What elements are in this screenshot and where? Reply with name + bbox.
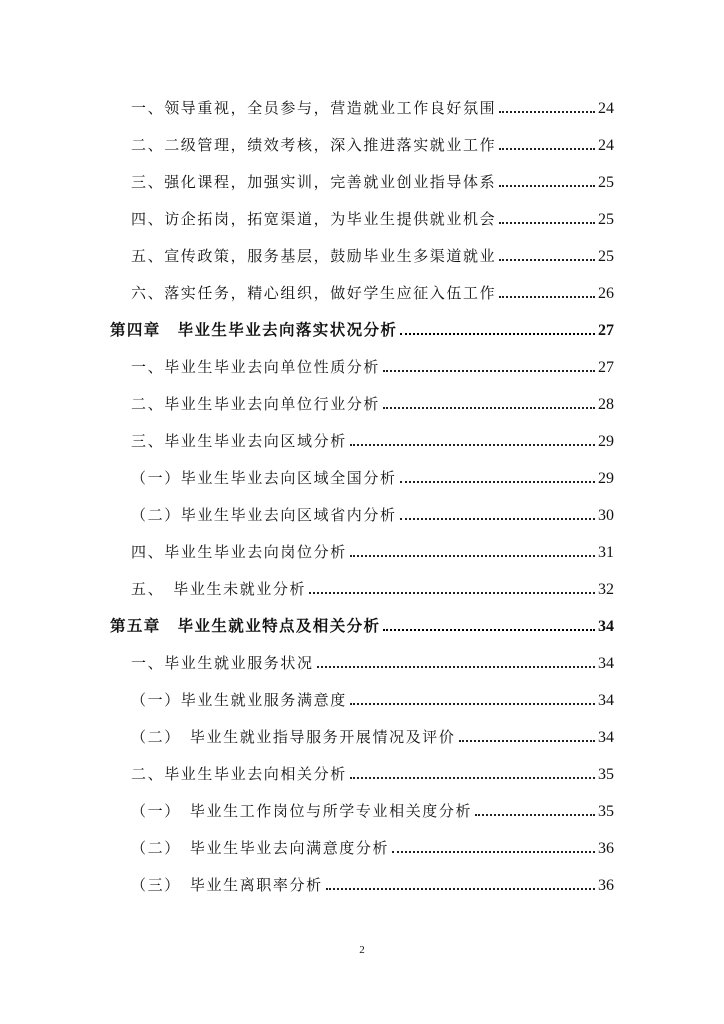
dot-leader [309, 592, 595, 594]
dot-leader [383, 370, 595, 372]
toc-chapter-title: 第五章 毕业生就业特点及相关分析 [110, 616, 381, 635]
toc-entry-title: 二、二级管理，绩效考核，深入推进落实就业工作 [131, 136, 497, 154]
toc-entry[interactable] [131, 717, 614, 747]
toc-entry[interactable] [131, 569, 614, 599]
dot-leader [400, 481, 595, 483]
toc-entry-title: （三） 毕业生离职率分析 [131, 876, 323, 894]
dot-leader [499, 185, 595, 187]
dot-leader [499, 259, 595, 261]
toc-entry-page: 28 [598, 396, 614, 413]
toc-entry[interactable] [131, 754, 614, 784]
dot-leader [383, 407, 595, 409]
toc-entry-title: 五、宣传政策，服务基层，鼓励毕业生多渠道就业 [131, 247, 497, 265]
toc-entry-title: 一、领导重视，全员参与，营造就业工作良好氛围 [131, 99, 497, 117]
dot-leader [499, 148, 595, 150]
toc-entry-page: 36 [598, 877, 614, 894]
dot-leader [317, 666, 595, 668]
toc-entry[interactable] [131, 532, 614, 562]
dot-leader [400, 333, 595, 335]
toc-entry-page: 36 [598, 840, 614, 857]
toc-entry-title: 一、毕业生毕业去向单位性质分析 [131, 358, 381, 376]
toc-entry[interactable] [131, 865, 614, 895]
toc-entry-page: 25 [598, 211, 614, 228]
dot-leader [326, 888, 595, 890]
dot-leader [350, 555, 595, 557]
toc-entry[interactable] [131, 273, 614, 303]
toc-entry-title: （一）毕业生就业服务满意度 [131, 691, 347, 709]
toc-entry[interactable] [131, 384, 614, 414]
toc-entry[interactable] [131, 495, 614, 525]
toc-entry[interactable] [131, 347, 614, 377]
toc-entry[interactable] [131, 88, 614, 118]
dot-leader [350, 703, 595, 705]
toc-entry-page: 31 [598, 544, 614, 561]
toc-entry[interactable] [131, 199, 614, 229]
toc-chapter-title: 第四章 毕业生毕业去向落实状况分析 [110, 320, 398, 339]
toc-entry-page: 29 [598, 433, 614, 450]
toc-chapter-page: 34 [598, 618, 614, 635]
toc-chapter-5[interactable] [110, 606, 614, 636]
toc-entry-title: 二、毕业生毕业去向单位行业分析 [131, 395, 381, 413]
toc-entry-page: 27 [598, 359, 614, 376]
toc-entry-page: 24 [598, 100, 614, 117]
toc-entry-page: 29 [598, 470, 614, 487]
toc-entry[interactable] [131, 643, 614, 673]
toc-entry[interactable] [131, 458, 614, 488]
toc-entry-title: 五、 毕业生未就业分析 [131, 580, 307, 598]
page-number: 2 [359, 944, 365, 956]
toc-entry-page: 26 [598, 285, 614, 302]
toc-entry-page: 35 [598, 766, 614, 783]
dot-leader [392, 851, 595, 853]
dot-leader [350, 444, 595, 446]
toc-entry[interactable] [131, 421, 614, 451]
dot-leader [475, 814, 595, 816]
toc-entry[interactable] [131, 680, 614, 710]
toc-entry-title: （一） 毕业生工作岗位与所学专业相关度分析 [131, 802, 473, 820]
toc-chapter-4[interactable] [110, 310, 614, 340]
dot-leader [499, 111, 595, 113]
toc-entry-page: 30 [598, 507, 614, 524]
toc-entry-page: 35 [598, 803, 614, 820]
toc-entry[interactable] [131, 236, 614, 266]
toc-entry-title: 一、毕业生就业服务状况 [131, 654, 314, 672]
toc-entry[interactable] [131, 828, 614, 858]
dot-leader [350, 777, 595, 779]
toc-entry-title: 三、强化课程，加强实训，完善就业创业指导体系 [131, 173, 497, 191]
toc-entry-title: （二） 毕业生就业指导服务开展情况及评价 [131, 728, 456, 746]
toc-entry-title: （二）毕业生毕业去向区域省内分析 [131, 506, 397, 524]
dot-leader [499, 296, 595, 298]
toc-entry-page: 34 [598, 692, 614, 709]
dot-leader [400, 518, 595, 520]
toc-chapter-page: 27 [598, 322, 614, 339]
toc-entry-title: 六、落实任务，精心组织，做好学生应征入伍工作 [131, 284, 497, 302]
toc-entry-page: 24 [598, 137, 614, 154]
toc-entry[interactable] [131, 791, 614, 821]
toc-entry-title: 二、毕业生毕业去向相关分析 [131, 765, 347, 783]
toc-entry-title: （一）毕业生毕业去向区域全国分析 [131, 469, 397, 487]
toc-entry-page: 34 [598, 729, 614, 746]
toc-entry-title: 四、毕业生毕业去向岗位分析 [131, 543, 347, 561]
toc-entry-page: 34 [598, 655, 614, 672]
toc-entry-title: 四、访企拓岗，拓宽渠道，为毕业生提供就业机会 [131, 210, 497, 228]
dot-leader [499, 222, 595, 224]
dot-leader [383, 629, 595, 631]
toc-entry-page: 25 [598, 174, 614, 191]
dot-leader [459, 740, 595, 742]
toc-entry[interactable] [131, 125, 614, 155]
toc-entry[interactable] [131, 162, 614, 192]
toc-entry-title: （二） 毕业生毕业去向满意度分析 [131, 839, 390, 857]
toc-entry-page: 32 [598, 581, 614, 598]
toc-entry-title: 三、毕业生毕业去向区域分析 [131, 432, 347, 450]
toc-entry-page: 25 [598, 248, 614, 265]
